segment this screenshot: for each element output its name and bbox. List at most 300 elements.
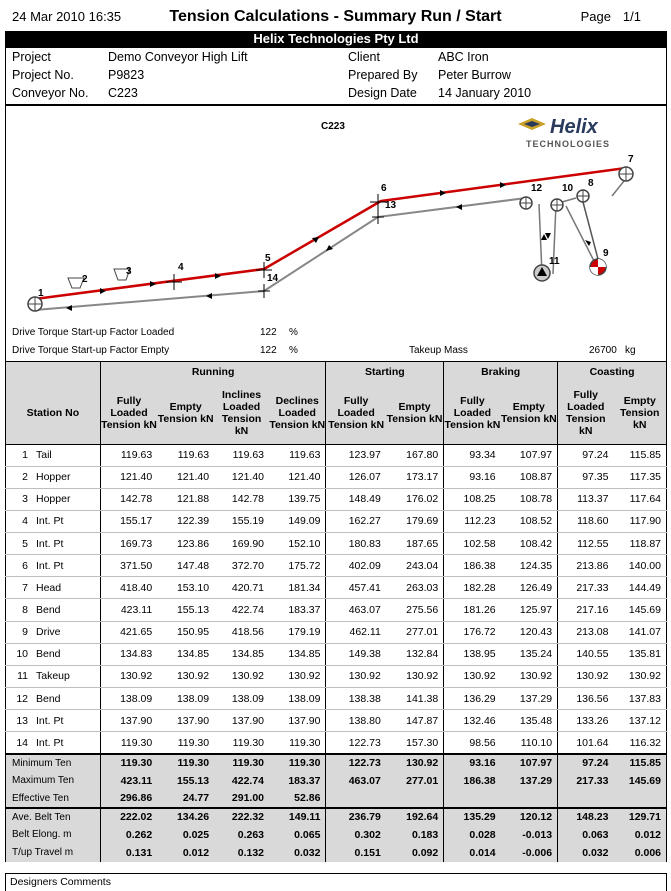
tension-value: 98.56 <box>444 732 501 754</box>
stat-value: 0.006 <box>613 844 666 862</box>
tension-value: 115.85 <box>613 444 666 466</box>
stat-value: 145.69 <box>613 772 666 790</box>
station-name: Takeup <box>36 670 70 683</box>
tension-value: 181.26 <box>444 599 501 621</box>
bend-pulley-10 <box>551 199 563 211</box>
tension-value: 462.11 <box>326 621 386 643</box>
stat-value: 222.32 <box>214 808 269 826</box>
stat-value: 0.131 <box>100 844 157 862</box>
station-name: Head <box>36 581 62 594</box>
tension-value: 139.75 <box>269 488 326 510</box>
stat-label: Ave. Belt Ten <box>6 808 101 826</box>
helix-logo <box>518 116 610 149</box>
table-row <box>6 510 667 532</box>
tension-value: 463.07 <box>326 599 386 621</box>
tension-value: 372.70 <box>214 555 269 577</box>
tension-value: 108.87 <box>501 466 558 488</box>
station-number: 2 <box>22 471 28 484</box>
station-label-1: 1 <box>38 288 44 299</box>
station-name: Int. Pt <box>36 559 64 572</box>
tension-value: 130.92 <box>100 665 157 687</box>
takeup-mass-value: 26700 <box>589 345 617 356</box>
station-cell <box>6 555 101 577</box>
stat-value: 192.64 <box>386 808 444 826</box>
tension-value: 137.90 <box>100 710 157 732</box>
table-row <box>6 555 667 577</box>
tension-value: 130.92 <box>613 665 666 687</box>
stat-label: Effective Ten <box>6 790 101 808</box>
tension-value: 130.92 <box>444 665 501 687</box>
bend-pulley-12 <box>520 197 532 209</box>
tail-pulley <box>28 297 42 311</box>
station-number: 12 <box>16 692 28 705</box>
stat-value: 0.032 <box>294 846 321 859</box>
tension-value: 275.56 <box>386 599 444 621</box>
tension-summary-table <box>5 362 667 862</box>
tension-value: 152.10 <box>269 533 326 555</box>
station-name: Int. Pt <box>36 736 64 749</box>
tension-value: 142.78 <box>100 488 157 510</box>
tension-value: 132.46 <box>444 710 501 732</box>
tension-value: 130.92 <box>214 665 269 687</box>
conveyor-diagram-panel <box>5 105 667 362</box>
tension-value: 121.40 <box>100 466 157 488</box>
tension-value: 147.87 <box>386 710 444 732</box>
station-number: 4 <box>22 515 28 528</box>
tension-value: 144.49 <box>613 577 666 599</box>
stat-value: 119.30 <box>214 754 269 772</box>
station-cell <box>6 688 101 710</box>
station-number: 14 <box>16 736 28 749</box>
group-coasting: Coasting <box>558 362 667 382</box>
tension-value: 134.85 <box>214 643 269 665</box>
station-label-10: 10 <box>562 183 574 194</box>
stat-value: 120.12 <box>501 808 558 826</box>
tension-value: 138.09 <box>157 688 214 710</box>
stat-value: 107.97 <box>501 754 558 772</box>
takeup-mass-unit: kg <box>625 345 636 356</box>
stat-value: 0.302 <box>326 826 386 844</box>
stat-value: 0.263 <box>237 828 265 841</box>
station-label-12: 12 <box>531 183 543 194</box>
belt-stats-rows <box>6 808 667 862</box>
station-rows <box>6 444 667 754</box>
station-cell <box>6 621 101 643</box>
tension-value: 119.30 <box>214 732 269 754</box>
stat-value: 0.183 <box>411 828 439 841</box>
stat-value <box>386 790 444 808</box>
stat-value: 93.16 <box>444 754 501 772</box>
tension-value: 138.09 <box>269 688 326 710</box>
stat-value <box>444 790 501 808</box>
stat-label: Maximum Ten <box>6 772 101 790</box>
table-row <box>6 665 667 687</box>
tension-value: 213.08 <box>558 621 614 643</box>
station-name: Hopper <box>36 493 71 506</box>
conveyor-no-value: C223 <box>108 86 138 100</box>
stat-value: 0.151 <box>326 844 386 862</box>
col-header: Fully Loaded Tension kN <box>100 382 157 444</box>
tension-value: 135.48 <box>501 710 558 732</box>
tension-value: 155.17 <box>100 510 157 532</box>
factor-empty-unit: % <box>289 345 298 356</box>
tension-value: 97.24 <box>558 444 614 466</box>
tension-value: 187.65 <box>386 533 444 555</box>
table-row <box>6 599 667 621</box>
tension-value: 213.86 <box>558 555 614 577</box>
tension-value: 93.34 <box>444 444 501 466</box>
tension-value: 117.90 <box>613 510 666 532</box>
tension-value: 182.28 <box>444 577 501 599</box>
tension-value: 155.13 <box>157 599 214 621</box>
stat-value: 0.092 <box>411 846 439 859</box>
stat-value: 135.29 <box>444 808 501 826</box>
group-braking: Braking <box>444 362 558 382</box>
station-label-7: 7 <box>628 154 634 165</box>
tension-value: 457.41 <box>326 577 386 599</box>
station-label-11: 11 <box>549 256 560 267</box>
bend-pulley-8 <box>577 190 589 202</box>
tension-value: 169.73 <box>100 533 157 555</box>
stat-value: 0.025 <box>182 828 210 841</box>
tension-value: 122.73 <box>326 732 386 754</box>
tension-value: 148.49 <box>326 488 386 510</box>
tension-value: 137.83 <box>613 688 666 710</box>
tension-value: 137.12 <box>613 710 666 732</box>
station-number: 8 <box>22 604 28 617</box>
project-info <box>5 47 667 105</box>
station-number: 7 <box>22 581 28 594</box>
tension-value: 402.09 <box>326 555 386 577</box>
tension-value: 126.07 <box>326 466 386 488</box>
station-label-9: 9 <box>603 248 609 259</box>
stat-value: 148.23 <box>558 808 614 826</box>
station-name: Int. Pt <box>36 714 64 727</box>
takeup-pulley <box>534 265 550 281</box>
tension-value: 119.63 <box>157 444 214 466</box>
factor-loaded-value: 122 <box>260 327 277 338</box>
tension-value: 134.85 <box>269 643 326 665</box>
tension-value: 112.55 <box>558 533 614 555</box>
tension-value: 138.09 <box>214 688 269 710</box>
page-title: Tension Calculations - Summary Run / Start <box>169 8 502 25</box>
tension-value: 118.87 <box>613 533 666 555</box>
stat-value: 422.74 <box>231 774 265 787</box>
tension-value: 135.24 <box>501 643 558 665</box>
station-label-5: 5 <box>265 253 271 264</box>
station-name: Tail <box>36 449 52 462</box>
stat-value: 129.71 <box>613 808 666 826</box>
tension-value: 108.78 <box>501 488 558 510</box>
station-name: Bend <box>36 692 61 705</box>
station-cell <box>6 510 101 532</box>
stat-value: 183.37 <box>288 774 321 787</box>
stat-value: 186.38 <box>444 772 501 790</box>
prepared-by-label: Prepared By <box>348 68 418 82</box>
tension-value: 136.29 <box>444 688 501 710</box>
tension-value: 147.48 <box>157 555 214 577</box>
tension-value: 157.30 <box>386 732 444 754</box>
stat-value: 155.13 <box>176 774 210 787</box>
stat-value: 423.11 <box>100 772 157 790</box>
tension-value: 140.00 <box>613 555 666 577</box>
conveyor-no-label: Conveyor No. <box>12 86 89 100</box>
stat-value: 130.92 <box>386 754 444 772</box>
tension-value: 140.55 <box>558 643 614 665</box>
tension-value: 142.78 <box>214 488 269 510</box>
table-row <box>6 621 667 643</box>
station-name: Hopper <box>36 471 71 484</box>
tension-value: 137.90 <box>269 710 326 732</box>
tension-value: 119.30 <box>269 732 326 754</box>
min-max-effective-rows <box>6 754 667 808</box>
stat-value: 0.262 <box>100 826 157 844</box>
col-header: Fully Loaded Tension kN <box>444 382 501 444</box>
station-cell <box>6 710 101 732</box>
tension-value: 176.02 <box>386 488 444 510</box>
table-row <box>6 710 667 732</box>
station-cell <box>6 599 101 621</box>
col-header: Inclines Loaded Tension kN <box>214 382 269 444</box>
tension-value: 418.40 <box>100 577 157 599</box>
factor-empty-value: 122 <box>260 345 277 356</box>
stat-value <box>613 790 666 808</box>
tension-value: 183.37 <box>269 599 326 621</box>
stat-value: 52.86 <box>294 792 321 805</box>
tension-value: 121.40 <box>157 466 214 488</box>
station-label-14: 14 <box>267 273 279 284</box>
tension-value: 130.92 <box>386 665 444 687</box>
tension-value: 125.97 <box>501 599 558 621</box>
station-label-13: 13 <box>385 200 397 211</box>
stat-value: 0.132 <box>237 846 265 859</box>
station-cell <box>6 665 101 687</box>
factor-empty-label: Drive Torque Start-up Factor Empty <box>12 345 170 356</box>
design-date-value: 14 January 2010 <box>438 86 532 100</box>
tension-value: 150.95 <box>157 621 214 643</box>
stat-value: -0.013 <box>522 828 553 841</box>
col-header: Empty Tension kN <box>157 382 214 444</box>
tension-value: 108.42 <box>501 533 558 555</box>
table-row <box>6 444 667 466</box>
station-cell <box>6 533 101 555</box>
tension-value: 149.09 <box>269 510 326 532</box>
station-number: 9 <box>22 626 28 639</box>
tension-value: 118.60 <box>558 510 614 532</box>
tension-value: 130.92 <box>326 665 386 687</box>
head-pulley <box>619 167 633 181</box>
stat-value: 296.86 <box>100 790 157 808</box>
col-header: Fully Loaded Tension kN <box>326 382 386 444</box>
prepared-by-value: Peter Burrow <box>438 68 511 82</box>
tension-value: 176.72 <box>444 621 501 643</box>
table-row <box>6 577 667 599</box>
tension-value: 113.37 <box>558 488 614 510</box>
stat-label: Belt Elong. m <box>6 826 101 844</box>
stat-value: 0.032 <box>558 844 614 862</box>
stat-value: 24.77 <box>182 792 210 805</box>
station-cell <box>6 577 101 599</box>
stat-value <box>501 790 558 808</box>
tension-value: 133.26 <box>558 710 614 732</box>
stat-value: 0.065 <box>294 828 321 841</box>
col-header: Declines Loaded Tension kN <box>269 382 326 444</box>
station-label-4: 4 <box>178 262 184 273</box>
return-belt <box>35 198 526 310</box>
tension-value: 137.90 <box>214 710 269 732</box>
stat-value: 0.028 <box>444 826 501 844</box>
tension-value: 420.71 <box>214 577 269 599</box>
col-header: Empty Tension kN <box>501 382 558 444</box>
stat-value: 115.85 <box>613 754 666 772</box>
stat-value: 119.30 <box>269 754 326 772</box>
station-name: Int. Pt <box>36 537 64 550</box>
tension-value: 134.83 <box>100 643 157 665</box>
group-running: Running <box>100 362 326 382</box>
station-name: Bend <box>36 604 61 617</box>
factor-loaded-label: Drive Torque Start-up Factor Loaded <box>12 327 175 338</box>
station-cell <box>6 732 101 754</box>
station-number: 5 <box>22 537 28 550</box>
tension-value: 186.38 <box>444 555 501 577</box>
tension-value: 126.49 <box>501 577 558 599</box>
station-name: Bend <box>36 648 61 661</box>
tension-value: 123.97 <box>326 444 386 466</box>
factor-loaded-unit: % <box>289 327 298 338</box>
station-name: Int. Pt <box>36 515 64 528</box>
stat-value: 277.01 <box>406 774 439 787</box>
logo-sub: TECHNOLOGIES <box>526 139 611 149</box>
stat-row <box>6 808 667 826</box>
tension-value: 134.85 <box>157 643 214 665</box>
tension-value: 179.69 <box>386 510 444 532</box>
tension-value: 121.40 <box>214 466 269 488</box>
tension-value: 130.92 <box>269 665 326 687</box>
tension-value: 119.30 <box>157 732 214 754</box>
tension-value: 145.69 <box>613 599 666 621</box>
station-label-3: 3 <box>126 266 132 277</box>
project-value: Demo Conveyor High Lift <box>108 50 248 64</box>
logo-word: Helix <box>550 116 598 138</box>
print-datetime: 24 Mar 2010 16:35 <box>12 9 122 24</box>
station-number: 3 <box>22 493 28 506</box>
tension-value: 136.56 <box>558 688 614 710</box>
tension-value: 217.33 <box>558 577 614 599</box>
tension-value: 421.65 <box>100 621 157 643</box>
project-no-label: Project No. <box>12 68 74 82</box>
group-starting: Starting <box>326 362 444 382</box>
station-cell <box>6 643 101 665</box>
tension-value: 119.30 <box>100 732 157 754</box>
tension-value: 137.90 <box>157 710 214 732</box>
conveyor-diagram <box>6 106 666 361</box>
stat-value: 0.012 <box>182 846 210 859</box>
client-label: Client <box>348 50 380 64</box>
tension-value: 119.63 <box>100 444 157 466</box>
table-row <box>6 688 667 710</box>
tension-value: 124.35 <box>501 555 558 577</box>
takeup-mass-label: Takeup Mass <box>409 345 468 356</box>
tension-value: 130.92 <box>501 665 558 687</box>
tension-value: 116.32 <box>613 732 666 754</box>
col-header: Empty Tension kN <box>613 382 666 444</box>
station-name: Drive <box>36 626 61 639</box>
stat-row <box>6 826 667 844</box>
tension-value: 130.92 <box>157 665 214 687</box>
table-row <box>6 732 667 754</box>
station-number: 13 <box>16 714 28 727</box>
tension-value: 102.58 <box>444 533 501 555</box>
project-no-value: P9823 <box>108 68 145 82</box>
tension-value: 112.23 <box>444 510 501 532</box>
tension-value: 122.39 <box>157 510 214 532</box>
table-row <box>6 488 667 510</box>
stat-label: Minimum Ten <box>6 754 101 772</box>
station-number: 6 <box>22 559 28 572</box>
station-no-header: Station No <box>6 362 101 444</box>
stat-value: 217.33 <box>558 772 614 790</box>
company-banner: Helix Technologies Pty Ltd <box>5 31 667 47</box>
stat-value: -0.006 <box>522 846 553 859</box>
conveyor-label: C223 <box>321 121 345 132</box>
stat-value: 134.26 <box>157 808 214 826</box>
client-value: ABC Iron <box>438 50 489 64</box>
tension-value: 117.64 <box>613 488 666 510</box>
tension-value: 132.84 <box>386 643 444 665</box>
tension-value: 181.34 <box>269 577 326 599</box>
tension-value: 117.35 <box>613 466 666 488</box>
stat-row <box>6 790 667 808</box>
tension-value: 110.10 <box>501 732 558 754</box>
tension-value: 243.04 <box>386 555 444 577</box>
tension-value: 121.88 <box>157 488 214 510</box>
tension-value: 119.63 <box>269 444 326 466</box>
page-number: 1/1 <box>622 9 641 24</box>
column-header-row <box>6 382 667 444</box>
stat-value: 137.29 <box>519 774 553 787</box>
stat-value <box>326 790 386 808</box>
stat-value: 119.30 <box>157 754 214 772</box>
stat-value: 149.11 <box>269 808 326 826</box>
stat-value: 122.73 <box>326 754 386 772</box>
tension-value: 138.09 <box>100 688 157 710</box>
tension-value: 371.50 <box>100 555 157 577</box>
table-row <box>6 533 667 555</box>
tension-value: 137.29 <box>501 688 558 710</box>
tension-value: 123.86 <box>157 533 214 555</box>
tension-value: 120.43 <box>501 621 558 643</box>
stat-value <box>558 790 614 808</box>
table-row <box>6 643 667 665</box>
station-label-2: 2 <box>82 274 88 285</box>
tension-value: 180.83 <box>326 533 386 555</box>
tension-value: 175.72 <box>269 555 326 577</box>
tension-value: 263.03 <box>386 577 444 599</box>
tension-value: 141.38 <box>386 688 444 710</box>
tension-value: 167.80 <box>386 444 444 466</box>
tension-value: 138.38 <box>326 688 386 710</box>
tension-value: 217.16 <box>558 599 614 621</box>
tension-value: 149.38 <box>326 643 386 665</box>
station-number: 10 <box>16 648 28 661</box>
station-cell <box>6 466 101 488</box>
designers-comments: Designers Comments <box>5 873 667 891</box>
station-cell <box>6 444 101 466</box>
col-header: Empty Tension kN <box>386 382 444 444</box>
tension-value: 138.80 <box>326 710 386 732</box>
tension-value: 97.35 <box>558 466 614 488</box>
tension-value: 169.90 <box>214 533 269 555</box>
